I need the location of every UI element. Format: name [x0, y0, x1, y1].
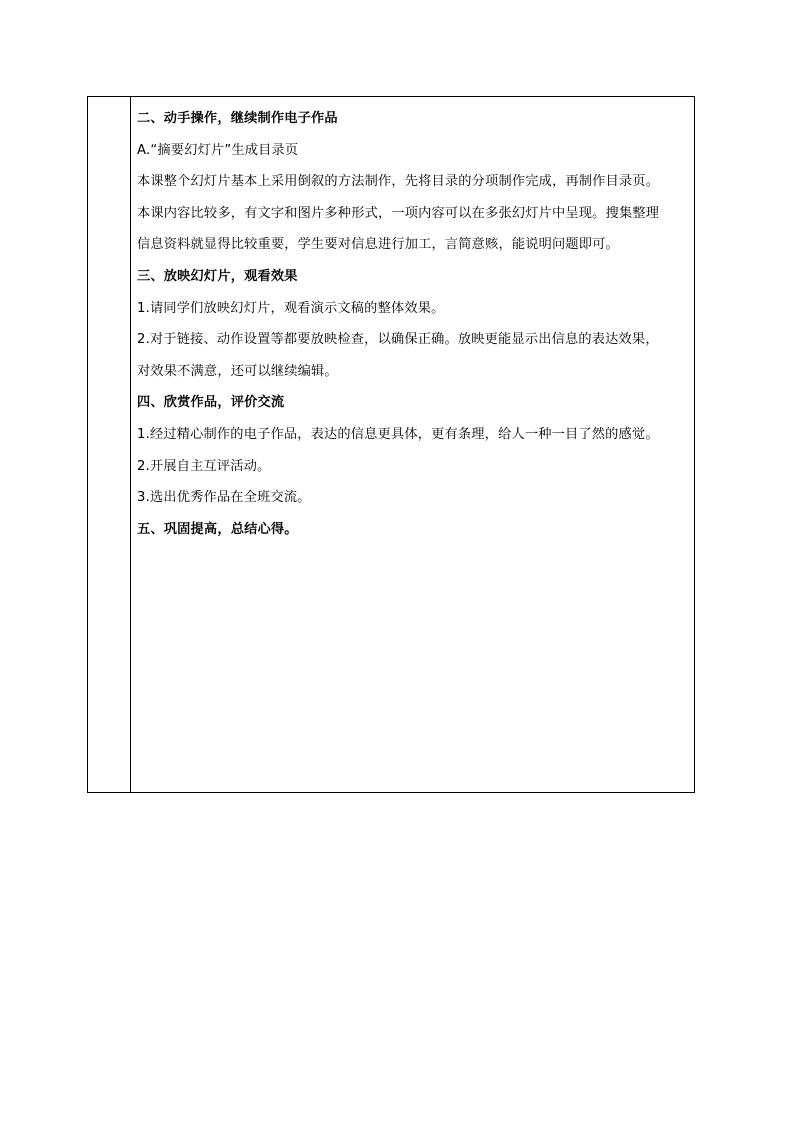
- text-line: 2.开展自主互评活动。: [137, 458, 271, 474]
- text-line: 本课整个幻灯片基本上采用倒叙的方法制作，先将目录的分项制作完成，再制作目录页。: [137, 174, 660, 190]
- text-line: 2.对于链接、动作设置等都要放映检查，以确保正确。放映更能显示出信息的表达效果，: [137, 332, 659, 348]
- heading-section-5: 五、巩固提高，总结心得。: [137, 521, 298, 537]
- lesson-table: [87, 96, 695, 793]
- text-line: 1.请同学们放映幻灯片，观看演示文稿的整体效果。: [137, 300, 445, 316]
- heading-section-3: 三、放映幻灯片，观看效果: [137, 268, 298, 284]
- table-left-column: [88, 97, 131, 792]
- text-line: 1.经过精心制作的电子作品，表达的信息更具体，更有条理，给人一种一目了然的感觉。: [137, 426, 659, 442]
- text-line: 3.选出优秀作品在全班交流。: [137, 490, 311, 506]
- table-content-cell: [131, 97, 694, 792]
- text-line: 信息资料就显得比较重要，学生要对信息进行加工，言简意赅，能说明问题即可。: [137, 237, 619, 253]
- heading-section-4: 四、欣赏作品，评价交流: [137, 395, 285, 411]
- text-line: 本课内容比较多，有文字和图片多种形式，一项内容可以在多张幻灯片中呈现。搜集整理: [137, 205, 660, 221]
- text-line: A.“摘要幻灯片”生成目录页: [137, 142, 299, 158]
- text-line: 对效果不满意，还可以继续编辑。: [137, 363, 338, 379]
- heading-section-2: 二、动手操作，继续制作电子作品: [137, 111, 338, 126]
